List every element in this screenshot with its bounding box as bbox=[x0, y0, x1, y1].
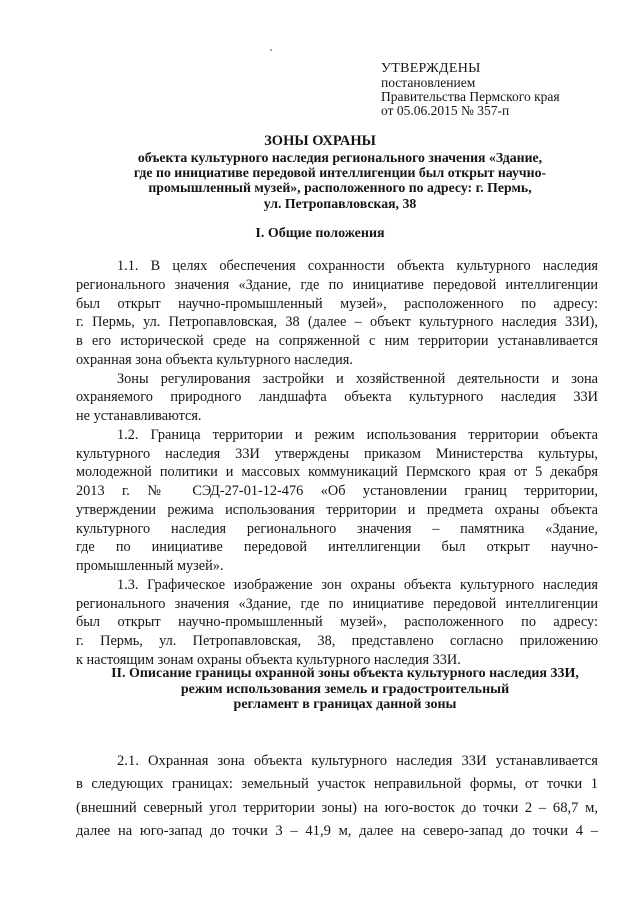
paragraph-line: молодежной политики и массовых коммуникаций Пермского края от 5 декабря bbox=[76, 464, 598, 481]
paragraph-line: г. Пермь, ул. Петропавловская, 38, представлено согласно приложению bbox=[76, 633, 598, 649]
scan-speck bbox=[270, 49, 272, 51]
document-title: ЗОНЫ ОХРАНЫ bbox=[264, 133, 376, 149]
subtitle-line: объекта культурного наследия регионального значения «Здание, bbox=[137, 150, 543, 165]
paragraph-line: 2.1. Охранная зона объекта культурного наследия 33И устанавливается bbox=[117, 753, 598, 769]
subtitle-line: промышленный музей», расположенного по адресу: г. Пермь, bbox=[148, 180, 532, 196]
paragraph-line: утверждении режима использования территории и предмета охраны объекта bbox=[76, 501, 598, 518]
paragraph-line: далее на юго-запад до точки 3 – 41,9 м, далее на северо-запад до точки 4 – bbox=[76, 822, 598, 839]
paragraph-line: в следующих границах: земельный участок неправильной формы, от точки 1 bbox=[76, 776, 598, 793]
paragraph-line: регионального значения «Здание, где по инициативе передовой интеллигенции bbox=[76, 595, 598, 612]
paragraph-line: 1.1. В целях обеспечения сохранности объекта культурного наследия bbox=[117, 258, 598, 274]
paragraph-line: регионального значения «Здание, где по инициативе передовой интеллигенции bbox=[76, 276, 598, 293]
paragraph-line: 1.3. Графическое изображение зон охраны объекта культурного наследия bbox=[117, 576, 598, 593]
paragraph-line: культурного наследия 33И утверждены приказом Министерства культуры, bbox=[76, 445, 598, 462]
paragraph-line: был открыт научно-промышленный музей», расположенного по адресу: bbox=[76, 295, 598, 312]
paragraph-line: промышленный музей». bbox=[76, 558, 224, 574]
paragraph-line: к настоящим зонам охраны объекта культурного наследия 33И. bbox=[76, 651, 461, 668]
section-1-body bbox=[76, 257, 598, 670]
approval-block bbox=[381, 62, 560, 118]
paragraph-line: (внешний северный угол территории зоны) на юго-восток до точки 2 – 68,7 м, bbox=[76, 799, 598, 816]
paragraph-line: не устанавливаются. bbox=[76, 408, 202, 424]
section-2-heading-line: регламент в границах данной зоны bbox=[233, 697, 457, 712]
paragraph-line: культурного наследия регионального значения – памятника «Здание, bbox=[76, 520, 598, 537]
paragraph-line: 1.2. Граница территории и режим использования территории объекта bbox=[117, 426, 598, 443]
approval-heading: УТВЕРЖДЕНЫ bbox=[381, 61, 481, 76]
approval-line: постановлением bbox=[381, 75, 476, 90]
section-2-body bbox=[76, 750, 598, 843]
section-2-heading-line: режим использования земель и градостроительный bbox=[180, 681, 510, 697]
section-2-heading-line: II. Описание границы охранной зоны объекта культурного наследия 33И, bbox=[111, 666, 579, 681]
section-2-heading bbox=[55, 666, 635, 713]
paragraph-line: охранная зона объекта культурного наследия. bbox=[76, 351, 353, 368]
paragraph-line: г. Пермь, ул. Петропавловская, 38 (далее – объект культурного наследия 33И), bbox=[76, 314, 598, 331]
paragraph-line: в его исторической среде на сопряженной с ним территории устанавливается bbox=[76, 333, 598, 349]
subtitle-line: ул. Петропавловская, 38 bbox=[263, 195, 417, 211]
paragraph-line: был открыт научно-промышленный музей», расположенного по адресу: bbox=[76, 614, 598, 631]
section-1-heading: I. Общие положения bbox=[255, 226, 385, 241]
document-subtitle bbox=[60, 150, 620, 211]
approval-line: Правительства Пермского края bbox=[381, 89, 560, 104]
subtitle-line: где по инициативе передовой интеллигенции был открыт научно- bbox=[133, 165, 547, 181]
paragraph-line: охраняемого природного ландшафта объекта культурного наследия 33И bbox=[76, 389, 598, 406]
paragraph-line: где по инициативе передовой интеллигенции был открыт научно- bbox=[76, 539, 598, 556]
paragraph-line: 2013 г. № СЭД-27-01-12-476 «Об установлении границ территории, bbox=[76, 483, 598, 499]
paragraph-line: Зоны регулирования застройки и хозяйственной деятельности и зона bbox=[117, 370, 598, 387]
approval-line: от 05.06.2015 № 357-п bbox=[381, 103, 510, 118]
